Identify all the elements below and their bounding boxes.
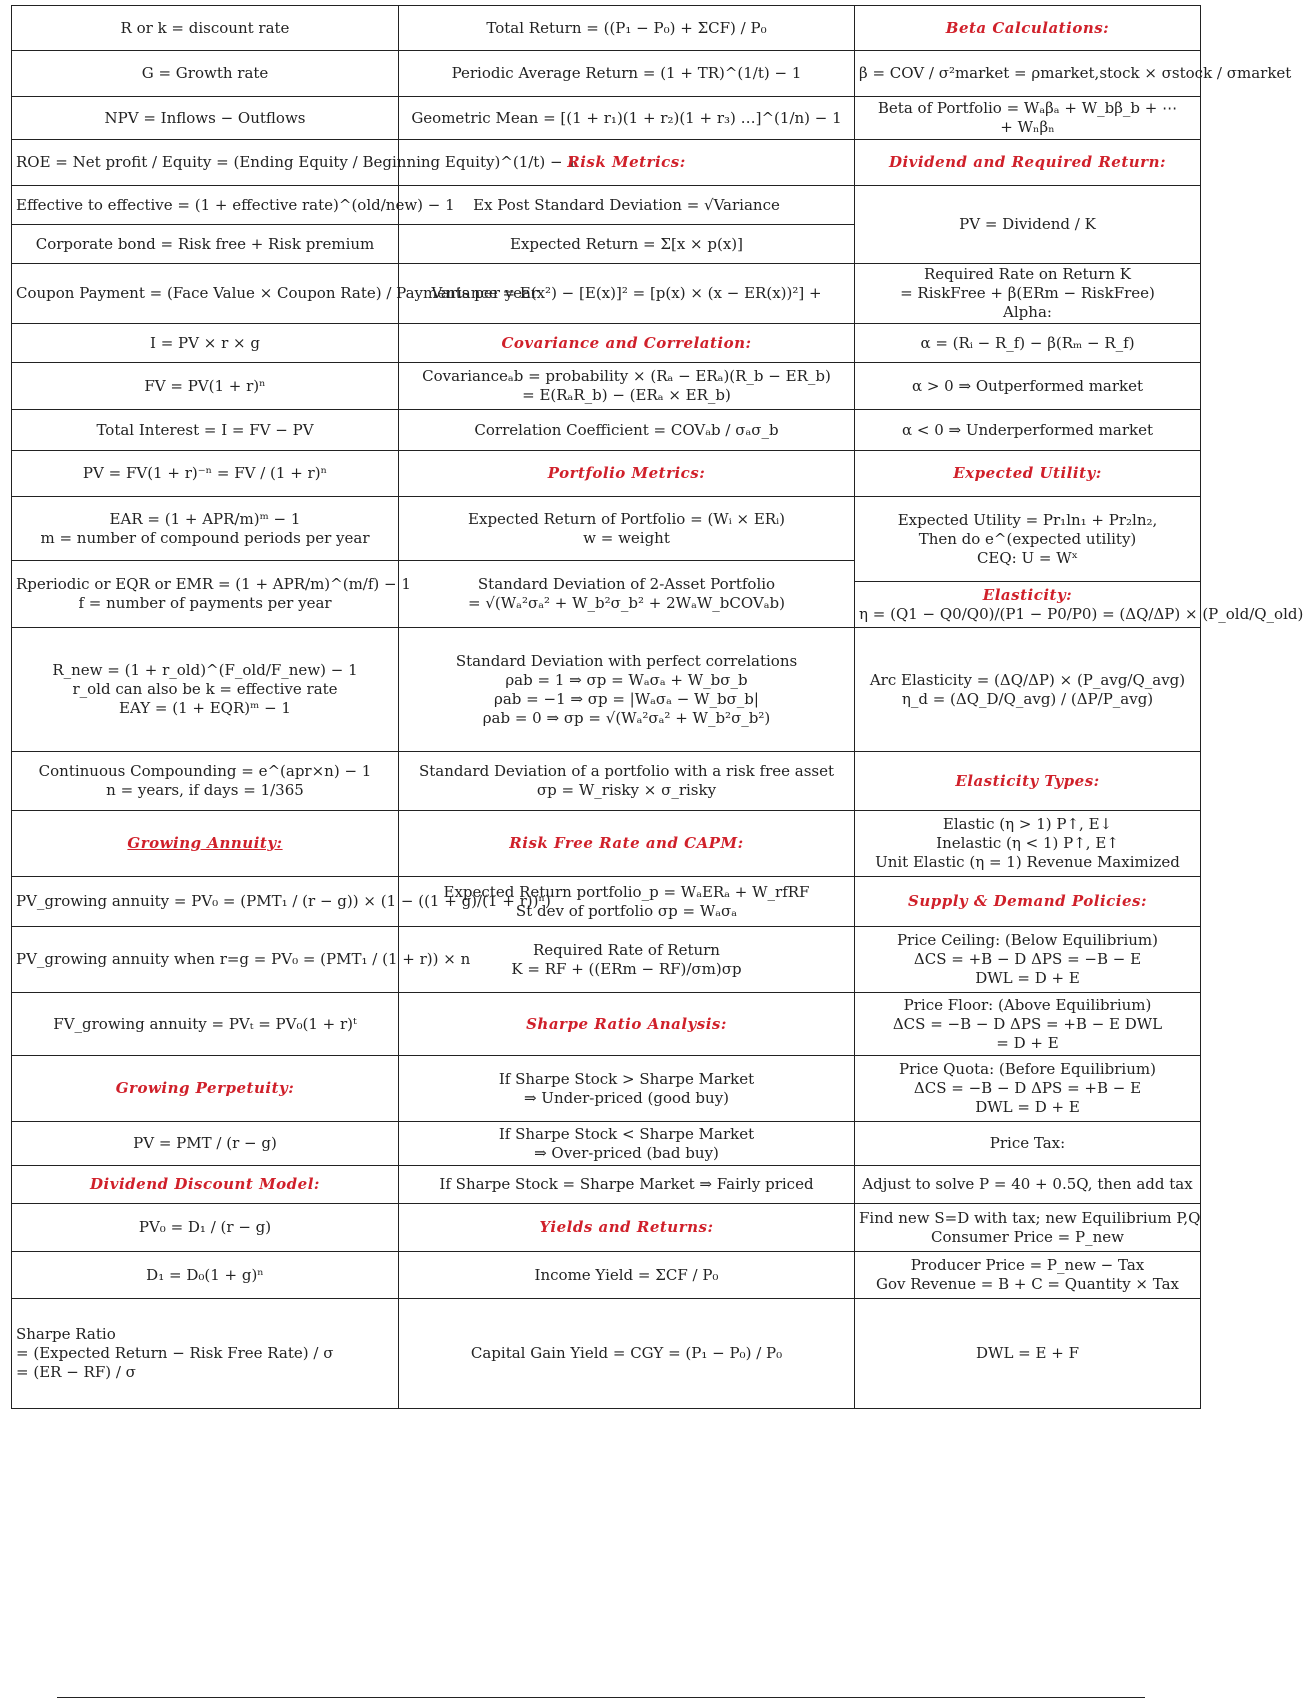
sheet-row bbox=[12, 993, 1201, 1056]
sheet-row bbox=[12, 324, 1201, 363]
formula-line: R or k = discount rate bbox=[120, 18, 290, 37]
formula-cell bbox=[399, 410, 855, 451]
formula-cell bbox=[12, 1204, 399, 1252]
page-footer-rule bbox=[57, 1697, 1145, 1698]
formula-line: Standard Deviation of a portfolio with a risk free asset bbox=[418, 762, 835, 780]
formula-line: Covarianceₐb = probability × (Rₐ − ERₐ)(R_b − ER_b) bbox=[422, 367, 831, 385]
formula-cell bbox=[12, 451, 399, 497]
formula-line: EAR = (1 + APR/m)ᵐ − 1 bbox=[109, 509, 301, 528]
formula-cell bbox=[12, 410, 399, 451]
formula-cell bbox=[12, 1299, 399, 1409]
formula-cell bbox=[855, 993, 1201, 1056]
formula-line: Standard Deviation with perfect correlations bbox=[455, 651, 798, 670]
formula-line: Required Rate of Return bbox=[533, 940, 720, 959]
formula-line: ΔCS = −B − D ΔPS = +B − E DWL bbox=[892, 1014, 1163, 1033]
formula-line: Then do e^(expected utility) bbox=[918, 529, 1137, 548]
formula-cell bbox=[855, 324, 1201, 363]
formula-cell bbox=[855, 582, 1303, 628]
formula-line: Gov Revenue = B + C = Quantity × Tax bbox=[875, 1275, 1180, 1293]
sheet-row bbox=[12, 1252, 1201, 1299]
formula-line: α = (Rᵢ − R_f) − β(Rₘ − R_f) bbox=[920, 333, 1135, 352]
formula-sheet-table bbox=[11, 5, 1303, 1409]
formula-line: Consumer Price = P_new bbox=[931, 1227, 1124, 1246]
sheet-row bbox=[12, 264, 1201, 324]
formula-cell bbox=[399, 1204, 855, 1252]
formula-line: η_d = (ΔQ_D/Q_avg) / (ΔP/P_avg) bbox=[901, 689, 1154, 708]
sheet-row bbox=[12, 497, 1201, 561]
formula-line: α < 0 ⇒ Underperformed market bbox=[901, 420, 1154, 439]
section-heading: Dividend and Required Return: bbox=[888, 153, 1167, 171]
formula-cell bbox=[399, 1056, 855, 1122]
formula-cell bbox=[399, 186, 855, 225]
sheet-row bbox=[12, 1166, 1201, 1204]
formula-line: ρab = 1 ⇒ σp = Wₐσₐ + W_bσ_b bbox=[505, 670, 748, 689]
formula-line: K = RF + ((ERm − RF)/σm)σp bbox=[511, 959, 742, 978]
formula-cell bbox=[399, 1299, 855, 1409]
formula-cell bbox=[399, 51, 855, 97]
formula-line: DWL = E + F bbox=[976, 1344, 1079, 1362]
formula-line: G = Growth rate bbox=[141, 64, 269, 82]
section-heading: Growing Perpetuity: bbox=[115, 1079, 295, 1097]
formula-cell bbox=[855, 1204, 1201, 1252]
formula-line: σp = W_risky × σ_risky bbox=[536, 781, 717, 799]
formula-cell bbox=[399, 1122, 855, 1166]
formula-cell bbox=[855, 264, 1201, 324]
formula-line: R_new = (1 + r_old)^(F_old/F_new) − 1 bbox=[52, 661, 358, 679]
sheet-row bbox=[12, 628, 1201, 752]
formula-cell bbox=[12, 97, 399, 140]
section-heading: Dividend Discount Model: bbox=[90, 1175, 320, 1193]
formula-line: ρab = 0 ⇒ σp = √(Wₐ²σₐ² + W_b²σ_b²) bbox=[482, 708, 771, 727]
formula-line: + Wₙβₙ bbox=[1000, 118, 1055, 136]
sheet-row bbox=[12, 1122, 1201, 1166]
formula-cell bbox=[855, 1299, 1201, 1409]
formula-cell bbox=[399, 451, 855, 497]
formula-line: PV₀ = D₁ / (r − g) bbox=[138, 1218, 272, 1236]
formula-cell bbox=[855, 51, 1292, 97]
formula-cell bbox=[855, 497, 1201, 582]
formula-cell bbox=[12, 561, 411, 628]
formula-line: = √(Wₐ²σₐ² + W_b²σ_b² + 2WₐW_bCOVₐb) bbox=[468, 594, 785, 612]
formula-line: If Sharpe Stock > Sharpe Market bbox=[498, 1069, 755, 1088]
formula-line: PV = Dividend / K bbox=[959, 215, 1096, 233]
formula-cell bbox=[399, 97, 855, 140]
formula-line: Price Floor: (Above Equilibrium) bbox=[903, 995, 1152, 1014]
formula-line: Geometric Mean = [(1 + r₁)(1 + r₂)(1 + r₃) …]^(1/n) − 1 bbox=[411, 108, 842, 127]
formula-cell bbox=[12, 264, 539, 324]
sheet-row bbox=[12, 186, 1201, 225]
sheet-row bbox=[12, 410, 1201, 451]
formula-line: Rperiodic or EQR or EMR = (1 + APR/m)^(m/f) − 1 bbox=[16, 575, 411, 593]
section-heading: Beta Calculations: bbox=[945, 18, 1110, 37]
formula-line: Standard Deviation of 2-Asset Portfolio bbox=[477, 575, 776, 593]
formula-line: f = number of payments per year bbox=[78, 594, 332, 612]
sheet-row bbox=[12, 140, 1201, 186]
formula-cell bbox=[855, 140, 1201, 186]
formula-line: ⇒ Under-priced (good buy) bbox=[523, 1088, 730, 1107]
formula-line: Income Yield = ΣCF / P₀ bbox=[534, 1265, 719, 1284]
section-heading: Elasticity Types: bbox=[955, 771, 1100, 790]
formula-cell bbox=[855, 363, 1201, 410]
formula-cell bbox=[855, 752, 1201, 811]
formula-line: Capital Gain Yield = CGY = (P₁ − P₀) / P₀ bbox=[470, 1344, 783, 1362]
section-heading: Expected Utility: bbox=[953, 464, 1102, 482]
formula-line: = E(RₐR_b) − (ERₐ × ER_b) bbox=[522, 386, 731, 404]
formula-line: DWL = D + E bbox=[975, 969, 1080, 987]
sheet-row bbox=[12, 51, 1201, 97]
formula-cell bbox=[12, 51, 399, 97]
formula-line: Required Rate on Return K bbox=[923, 265, 1132, 283]
sheet-row bbox=[12, 1299, 1201, 1409]
formula-line: Correlation Coefficient = COVₐb / σₐσ_b bbox=[474, 420, 779, 439]
formula-cell bbox=[399, 993, 855, 1056]
formula-line: If Sharpe Stock < Sharpe Market bbox=[498, 1124, 755, 1143]
formula-line: = (Expected Return − Risk Free Rate) / σ bbox=[16, 1344, 334, 1362]
formula-cell bbox=[12, 993, 399, 1056]
formula-line: PV_growing annuity when r=g = PV₀ = (PMT₁ / (1 + r)) × n bbox=[16, 950, 471, 968]
formula-cell bbox=[399, 561, 855, 628]
formula-cell bbox=[399, 264, 855, 324]
sheet-row bbox=[12, 451, 1201, 497]
formula-cell bbox=[12, 497, 399, 561]
section-heading: Covariance and Correlation: bbox=[501, 333, 752, 352]
formula-line: Beta of Portfolio = Wₐβₐ + W_bβ_b + ⋯ bbox=[877, 99, 1178, 117]
sheet-row bbox=[12, 752, 1201, 811]
formula-line: n = years, if days = 1/365 bbox=[106, 781, 304, 799]
formula-line: Find new S=D with tax; new Equilibrium P,Q bbox=[859, 1208, 1201, 1227]
formula-cell bbox=[399, 1252, 855, 1299]
formula-line: Periodic Average Return = (1 + TR)^(1/t) − 1 bbox=[451, 64, 802, 82]
formula-line: Price Tax: bbox=[989, 1134, 1066, 1152]
section-heading: Yields and Returns: bbox=[539, 1218, 714, 1236]
formula-cell bbox=[12, 1166, 399, 1204]
formula-cell bbox=[855, 877, 1201, 927]
formula-line: Expected Return = Σ[x × p(x)] bbox=[510, 234, 743, 253]
formula-line: If Sharpe Stock = Sharpe Market ⇒ Fairly priced bbox=[439, 1175, 814, 1193]
formula-cell bbox=[12, 752, 399, 811]
formula-cell bbox=[12, 1056, 399, 1122]
formula-line: Continuous Compounding = e^(apr×n) − 1 bbox=[38, 762, 372, 780]
formula-line: D₁ = D₀(1 + g)ⁿ bbox=[146, 1265, 264, 1284]
formula-cell bbox=[855, 811, 1201, 877]
formula-cell bbox=[399, 628, 855, 752]
formula-cell bbox=[12, 1122, 399, 1166]
formula-cell bbox=[12, 225, 399, 264]
formula-line: Expected Utility = Pr₁ln₁ + Pr₂ln₂, bbox=[897, 510, 1158, 529]
formula-line: ρab = −1 ⇒ σp = |Wₐσₐ − W_bσ_b| bbox=[494, 689, 759, 708]
formula-cell bbox=[12, 877, 551, 927]
formula-cell bbox=[12, 140, 577, 186]
sheet-row bbox=[12, 811, 1201, 877]
formula-cell bbox=[399, 6, 855, 51]
formula-cell bbox=[399, 497, 855, 561]
formula-line: Inelastic (η < 1) P↑, E↑ bbox=[936, 834, 1119, 852]
formula-line: Expected Return of Portfolio = (Wᵢ × ERᵢ) bbox=[468, 509, 785, 528]
formula-line: Producer Price = P_new − Tax bbox=[910, 1256, 1145, 1274]
formula-cell bbox=[855, 97, 1201, 140]
formula-cell bbox=[855, 1056, 1201, 1122]
formula-line: CEQ: U = Wˣ bbox=[976, 548, 1079, 567]
section-heading: Portfolio Metrics: bbox=[547, 464, 706, 482]
formula-cell bbox=[855, 186, 1201, 264]
formula-line: PV = FV(1 + r)⁻ⁿ = FV / (1 + r)ⁿ bbox=[82, 464, 328, 482]
formula-line: ΔCS = −B − D ΔPS = +B − E bbox=[913, 1079, 1142, 1097]
section-heading: Growing Annuity: bbox=[127, 834, 283, 852]
formula-cell bbox=[399, 811, 855, 877]
section-heading: Supply & Demand Policies: bbox=[907, 892, 1147, 910]
formula-line: DWL = D + E bbox=[975, 1098, 1080, 1116]
formula-line: = RiskFree + β(ERm − RiskFree) bbox=[900, 284, 1155, 302]
section-heading: Risk Free Rate and CAPM: bbox=[509, 834, 744, 852]
sheet-row bbox=[12, 363, 1201, 410]
sheet-row bbox=[12, 877, 1201, 927]
formula-line: Effective to effective = (1 + effective rate)^(old/new) − 1 bbox=[16, 195, 455, 214]
formula-line: = D + E bbox=[996, 1033, 1059, 1052]
formula-line: Adjust to solve P = 40 + 0.5Q, then add tax bbox=[862, 1175, 1193, 1193]
formula-line: Ex Post Standard Deviation = √Variance bbox=[473, 195, 780, 214]
formula-line: Arc Elasticity = (ΔQ/ΔP) × (P_avg/Q_avg) bbox=[869, 670, 1186, 689]
formula-line: ROE = Net profit / Equity = (Ending Equity / Beginning Equity)^(1/t) − 1 bbox=[16, 153, 577, 171]
formula-cell bbox=[399, 1166, 855, 1204]
sheet-row bbox=[12, 6, 1201, 51]
formula-sheet-body bbox=[12, 6, 1303, 1409]
formula-cell bbox=[12, 186, 455, 225]
formula-line: η = (Q1 − Q0/Q0)/(P1 − P0/P0) = (ΔQ/ΔP) × (P_old/Q_old) bbox=[859, 604, 1303, 623]
formula-line: r_old can also be k = effective rate bbox=[72, 680, 338, 698]
formula-line: Elastic (η > 1) P↑, E↓ bbox=[942, 815, 1113, 833]
formula-line: Coupon Payment = (Face Value × Coupon Rate) / Payments per year bbox=[16, 284, 539, 302]
formula-cell bbox=[855, 1252, 1201, 1299]
formula-cell bbox=[12, 363, 399, 410]
formula-line: PV = PMT / (r − g) bbox=[133, 1134, 277, 1152]
formula-line: ⇒ Over-priced (bad buy) bbox=[534, 1143, 719, 1162]
formula-line: FV = PV(1 + r)ⁿ bbox=[144, 376, 266, 395]
formula-cell bbox=[12, 1252, 399, 1299]
formula-line: Expected Return portfolio_p = WₐERₐ + W_rfRF bbox=[443, 882, 810, 901]
sheet-row bbox=[12, 97, 1201, 140]
formula-line: w = weight bbox=[583, 528, 670, 547]
formula-line: I = PV × r × g bbox=[150, 333, 260, 352]
formula-line: Alpha: bbox=[1003, 303, 1052, 321]
formula-line: Price Ceiling: (Below Equilibrium) bbox=[896, 931, 1159, 949]
formula-cell bbox=[855, 1122, 1201, 1166]
formula-cell bbox=[399, 752, 855, 811]
formula-cell bbox=[399, 324, 855, 363]
formula-cell bbox=[12, 811, 399, 877]
formula-line: Unit Elastic (η = 1) Revenue Maximized bbox=[875, 853, 1180, 871]
formula-line: Corporate bond = Risk free + Risk premium bbox=[35, 234, 375, 253]
formula-line: St dev of portfolio σp = Wₐσₐ bbox=[515, 901, 738, 920]
formula-cell bbox=[12, 628, 399, 752]
formula-cell bbox=[12, 324, 399, 363]
sheet-row bbox=[12, 1056, 1201, 1122]
formula-cell bbox=[12, 927, 471, 993]
formula-cell bbox=[855, 628, 1201, 752]
formula-line: Price Quota: (Before Equilibrium) bbox=[899, 1060, 1156, 1078]
formula-line: Variance = E(x²) − [E(x)]² = [p(x) × (x − ER(x))²] + bbox=[431, 284, 822, 302]
sheet-row bbox=[12, 1204, 1201, 1252]
formula-line: Total Return = ((P₁ − P₀) + ΣCF) / P₀ bbox=[486, 18, 767, 37]
sheet-row bbox=[12, 927, 1201, 993]
formula-cell bbox=[855, 410, 1201, 451]
formula-line: NPV = Inflows − Outflows bbox=[104, 108, 306, 127]
section-heading: Elasticity: bbox=[982, 585, 1073, 604]
formula-cell bbox=[855, 451, 1201, 497]
formula-line: PV_growing annuity = PV₀ = (PMT₁ / (r − g)) × (1 − ((1 + g)/(1 + r))ⁿ) bbox=[16, 892, 551, 910]
formula-line: m = number of compound periods per year bbox=[40, 528, 370, 547]
formula-cell bbox=[855, 1166, 1201, 1204]
formula-line: β = COV / σ²market = ρmarket,stock × σstock / σmarket bbox=[859, 64, 1292, 82]
formula-cell bbox=[12, 6, 399, 51]
formula-cell bbox=[855, 6, 1201, 51]
section-heading: Risk Metrics: bbox=[567, 153, 686, 171]
formula-line: EAY = (1 + EQR)ᵐ − 1 bbox=[119, 699, 291, 717]
formula-line: Total Interest = I = FV − PV bbox=[96, 420, 314, 439]
formula-line: α > 0 ⇒ Outperformed market bbox=[911, 376, 1144, 395]
formula-cell bbox=[855, 927, 1201, 993]
formula-line: ΔCS = +B − D ΔPS = −B − E bbox=[913, 950, 1142, 968]
formula-line: FV_growing annuity = PVₜ = PV₀(1 + r)ᵗ bbox=[53, 1014, 357, 1033]
formula-line: Sharpe Ratio bbox=[16, 1325, 116, 1343]
section-heading: Sharpe Ratio Analysis: bbox=[526, 1014, 727, 1033]
formula-cell bbox=[399, 363, 855, 410]
formula-cell bbox=[399, 225, 855, 264]
formula-line: = (ER − RF) / σ bbox=[16, 1363, 136, 1381]
